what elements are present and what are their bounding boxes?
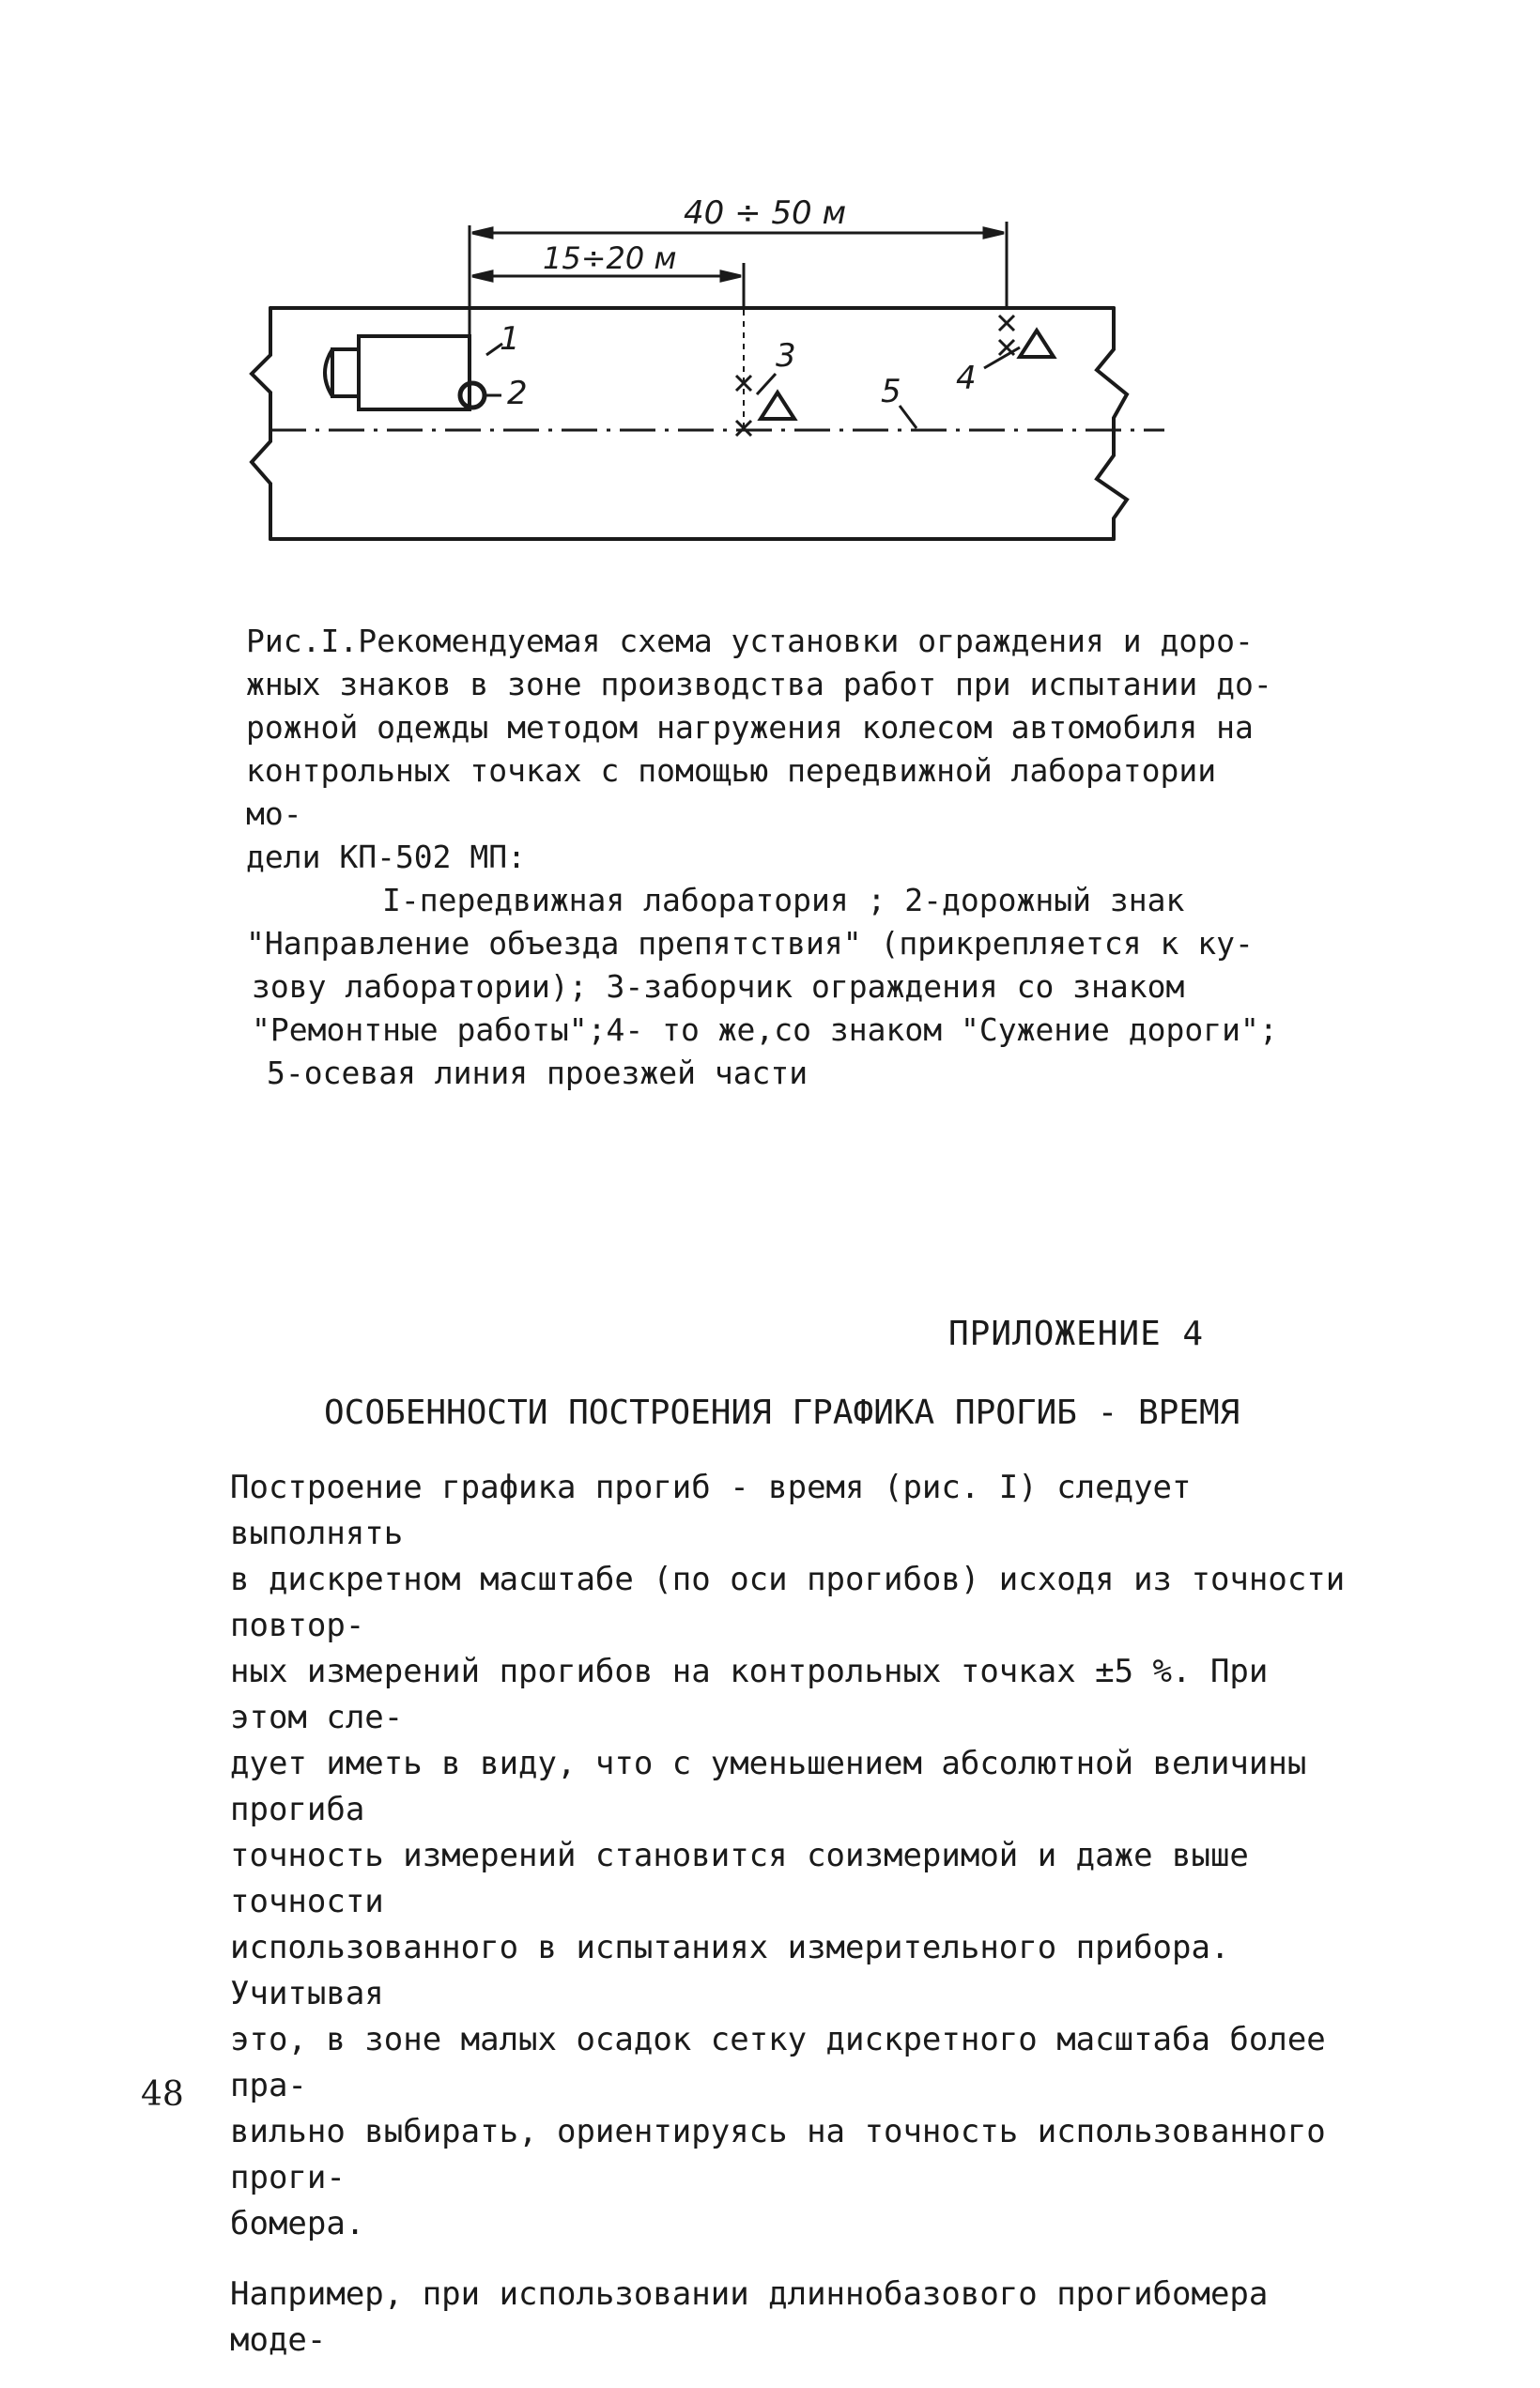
caption-line: рожной одежды методом нагружения колесом автомобиля на [246,709,1254,746]
label-4: 4 [956,360,977,397]
paragraph-line: ных измерений прогибов на контрольных точках ±5 %. При этом сле- [230,1653,1269,1736]
legend-line: 5-осевая линия проезжей части [267,1055,808,1091]
legend-line: I-передвижная лаборатория ; 2-дорожный знак [382,882,1185,918]
page-number: 48 [141,2075,184,2114]
left-break-line [252,308,270,539]
body-text [230,1465,1357,2388]
right-break-line [1097,308,1127,539]
legend-line: зову лаборатории); 3-заборчик ограждения со знаком [252,968,1185,1005]
label-2: 2 [507,375,528,412]
caption-line: дели КП-502 МП: [246,839,527,875]
appendix-label: ПРИЛОЖЕНИЕ 4 [948,1315,1205,1353]
paragraph-line: это, в зоне малых осадок сетку дискретного масштаба более пра- [230,2021,1326,2104]
fence-sign-narrowing-triangle [1020,331,1054,357]
legend-line: "Ремонтные работы";4- то же,со знаком "Сужение дороги"; [252,1011,1278,1048]
caption-line: жных знаков в зоне производства работ при испытании до- [246,666,1272,702]
figure-caption [246,620,1288,1095]
paragraph-line: использованного в испытаниях измерительного прибора. Учитывая [230,1929,1230,2012]
paragraph-line: вильно выбирать, ориентируясь на точность использованного проги- [230,2113,1326,2196]
fence-sign-repair-triangle [761,393,794,419]
road-scheme-diagram [0,0,1540,582]
section-heading: ОСОБЕННОСТИ ПОСТРОЕНИЯ ГРАФИКА ПРОГИБ - ВРЕМЯ [324,1394,1240,1432]
label-1: 1 [500,320,520,358]
paragraph-2: Например, при использовании длиннобазового прогибомера моде- [230,2275,1269,2359]
paragraph-1 [230,1465,1357,2247]
legend-line: "Направление объезда препятствия" (прикрепляется к ку- [246,925,1254,962]
paragraph-line: точность измерений становится соизмеримой и даже выше точности [230,1837,1249,1920]
caption-line: Рис.I.Рекомендуемая схема установки ограждения и доро- [246,623,1254,659]
label-3: 3 [776,337,796,375]
paragraph-line: в дискретном масштабе (по оси прогибов) исходя из точности повтор- [230,1561,1346,1644]
mobile-laboratory [325,336,470,409]
paragraph-line: дует иметь в виду, что с уменьшением абсолютной величины прогиба [230,1745,1307,1828]
dim-inner-label: 15÷20 м [543,240,677,276]
label-5: 5 [881,373,901,410]
caption-line: контрольных точках с помощью передвижной лаборатории мо- [246,752,1217,832]
paragraph-line: Построение графика прогиб - время (рис. I) следует выполнять [230,1469,1192,1552]
dim-total-label: 40 ÷ 50 м [684,194,847,232]
paragraph-line: бомера. [230,2205,365,2242]
detour-sign-marker [460,383,485,408]
